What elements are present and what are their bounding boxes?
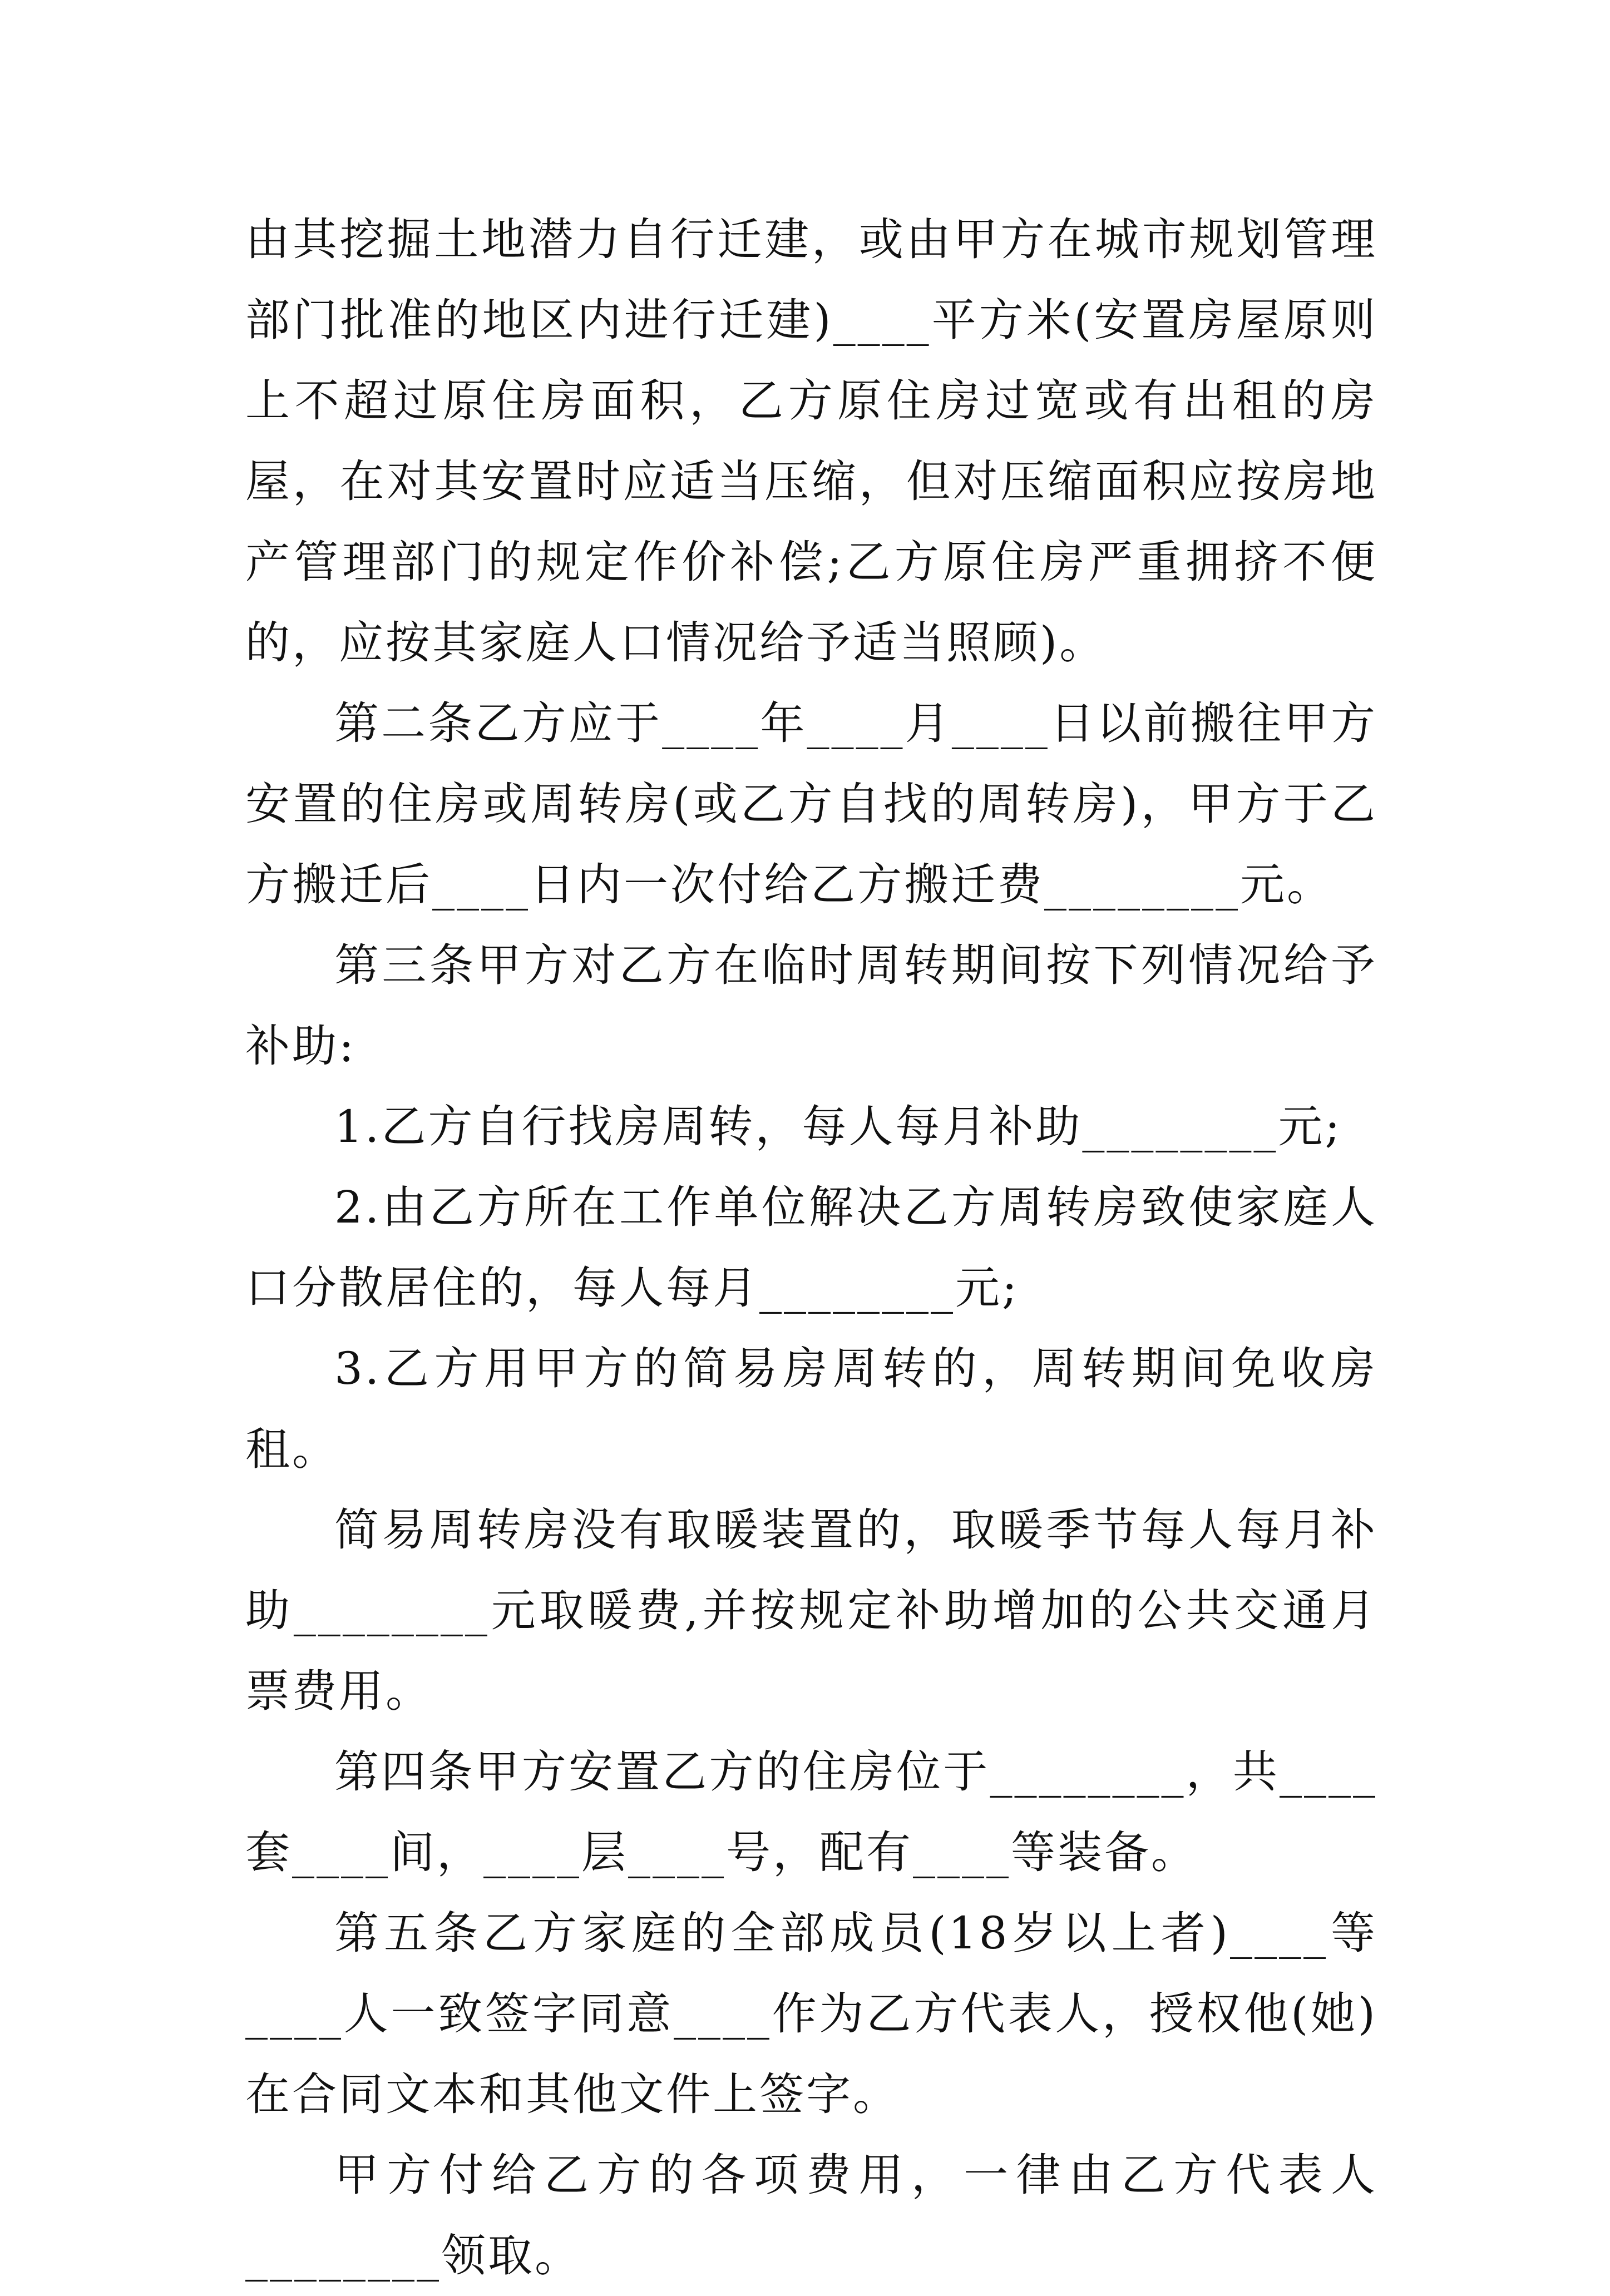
- paragraph-article-3: 第三条甲方对乙方在临时周转期间按下列情况给予补助:: [245, 939, 1377, 1072]
- paragraph-article-2: 第二条乙方应于____年____月____日以前搬往甲方安置的住房或周转房(或乙方自找的周转房)，甲方于乙方搬迁后____日内一次付给乙方搬迁费________元。: [245, 697, 1377, 911]
- paragraph-resettlement-area: 由其挖掘土地潜力自行迁建，或由甲方在城市规划管理部门批准的地区内进行迁建)____平方米(安置房屋原则上不超过原住房面积，乙方原住房过宽或有出租的房屋，在对其安置时应适当压缩，但对压缩面积应按房地产管理部门的规定作价补偿;乙方原住房严重拥挤不便的，应按其家庭人口情况给予适当照顾)。: [245, 214, 1377, 669]
- paragraph-article-4: 第四条甲方安置乙方的住房位于________，共____套____间，____层____号，配有____等装备。: [245, 1746, 1377, 1878]
- paragraph-item-3: 3.乙方用甲方的简易房周转的，周转期间免收房租。: [245, 1343, 1377, 1475]
- paragraph-payment-recipient: 甲方付给乙方的各项费用，一律由乙方代表人________领取。: [245, 2149, 1377, 2282]
- document-body: [245, 199, 1377, 2296]
- paragraph-item-1: 1.乙方自行找房周转，每人每月补助________元;: [334, 1101, 1342, 1152]
- paragraph-article-5: 第五条乙方家庭的全部成员(18岁以上者)____等____人一致签字同意____作为乙方代表人，授权他(她)在合同文本和其他文件上签字。: [245, 1907, 1377, 2120]
- paragraph-item-2: 2.由乙方所在工作单位解决乙方周转房致使家庭人口分散居住的，每人每月________元;: [245, 1181, 1377, 1314]
- paragraph-heating-subsidy: 简易周转房没有取暖装置的，取暖季节每人每月补助________元取暖费,并按规定补助增加的公共交通月票费用。: [245, 1504, 1377, 1717]
